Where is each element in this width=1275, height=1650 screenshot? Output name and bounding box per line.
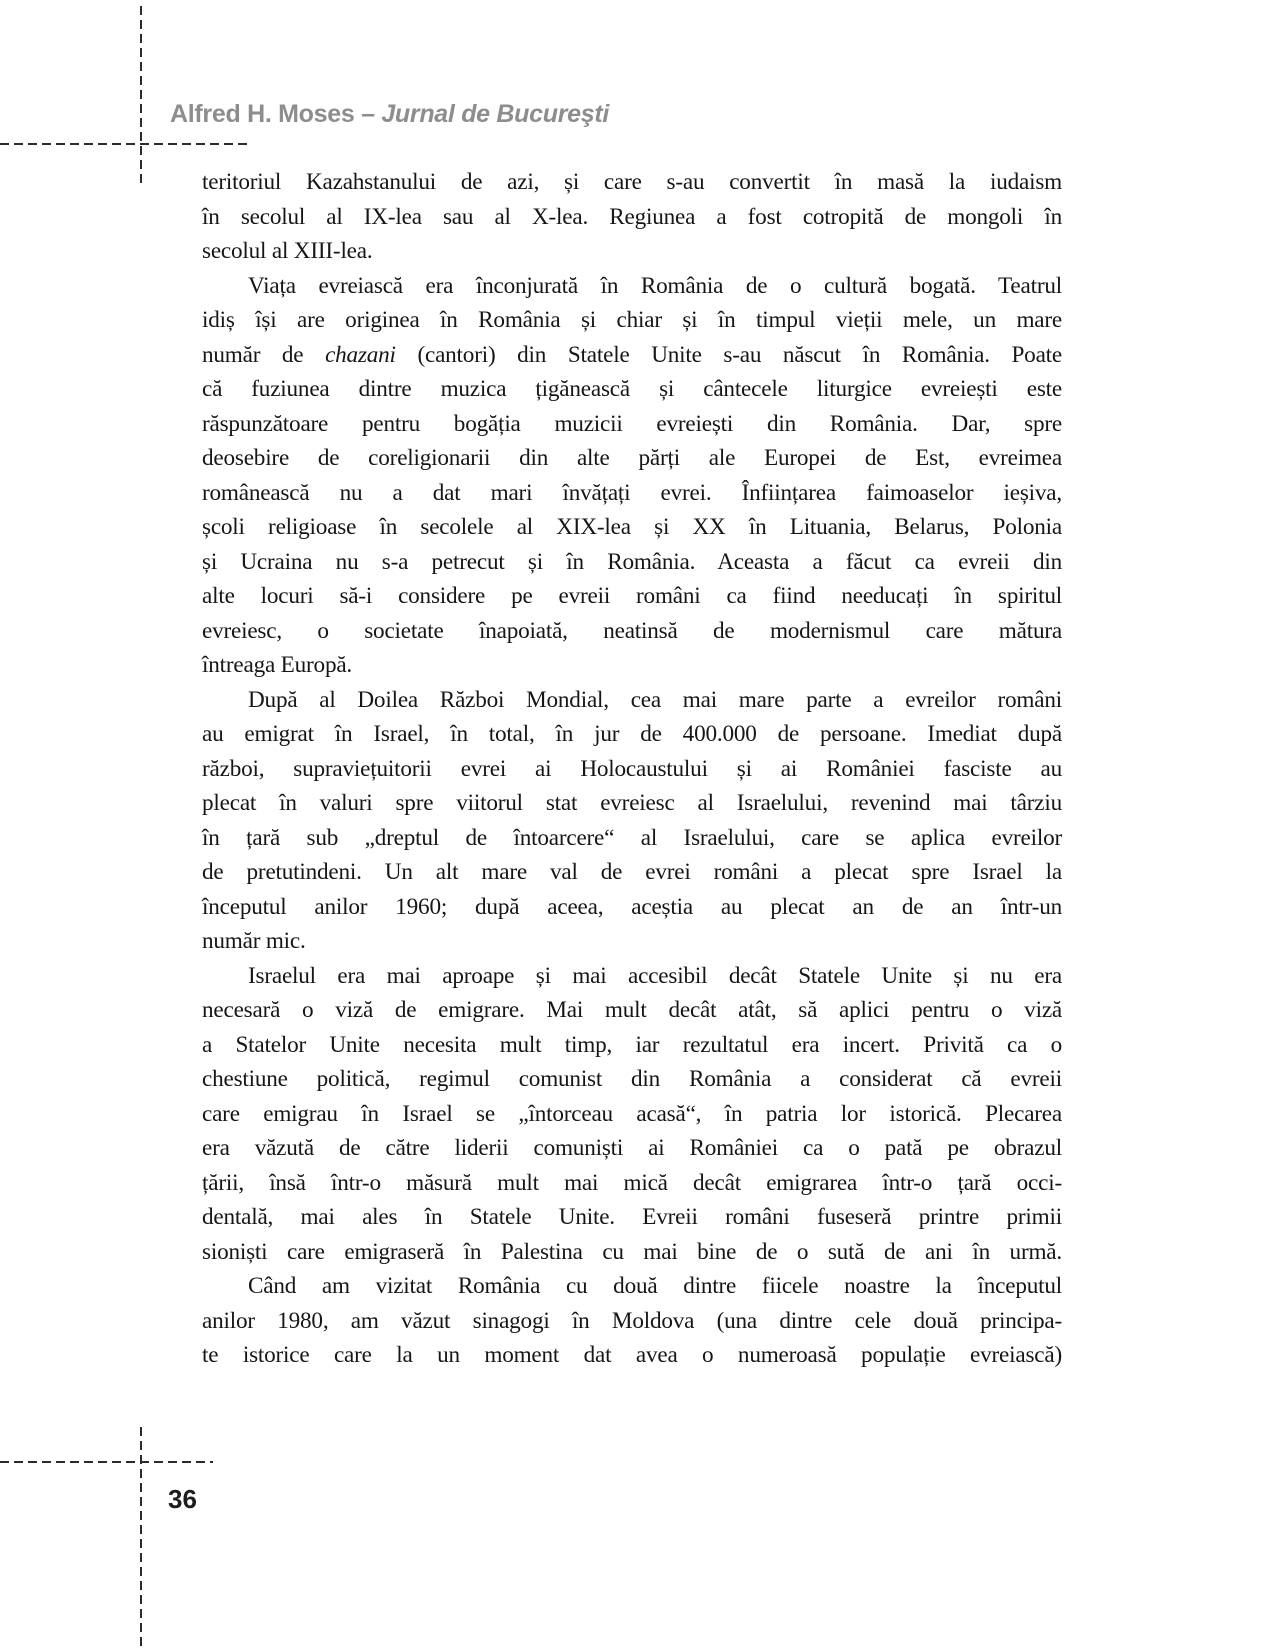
text-line: număr de chazani (cantori) din Statele Unite s-au născut în România. Poate [202, 341, 1062, 368]
crop-mark-vertical-top [140, 6, 142, 186]
text-line: românească nu a dat mari învățați evrei. Înființarea faimoaselor ieșiva, [202, 479, 1062, 506]
text-line: care emigrau în Israel se „întorceau acasă“, în patria lor istorică. Plecarea [202, 1100, 1062, 1127]
text-line: te istorice care la un moment dat avea o numeroasă populație evreiască) [202, 1342, 1062, 1368]
text-line: sioniști care emigraseră în Palestina cu mai bine de o sută de ani în urmă. [202, 1238, 1062, 1265]
running-head-author: Alfred H. Moses – [170, 100, 382, 128]
text-line: a Statelor Unite necesita mult timp, iar rezultatul era incert. Privită ca o [202, 1031, 1062, 1058]
text-line: în țară sub „dreptul de întoarcere“ al Israelului, care se aplica evreilor [202, 824, 1062, 851]
text-line: Viața evreiască era înconjurată în România de o cultură bogată. Teatrul [248, 272, 1062, 299]
text-line: idiș își are originea în România și chiar și în timpul vieții mele, un mare [202, 307, 1062, 333]
text-line: După al Doilea Război Mondial, cea mai mare parte a evreilor români [248, 686, 1062, 713]
text-line: număr mic. [202, 928, 306, 954]
crop-mark-horizontal-top [0, 143, 250, 145]
text-line: țării, însă într-o măsură mult mai mică decât emigrarea într-o țară occi- [202, 1169, 1062, 1196]
text-line: și Ucraina nu s-a petrecut și în România. Aceasta a făcut ca evreii din [202, 548, 1062, 575]
text-line: anilor 1980, am văzut sinagogi în Moldova (una dintre cele două principa- [202, 1307, 1062, 1334]
text-line: secolul al XIII-lea. [202, 238, 373, 264]
text-line: Când am vizitat România cu două dintre fiicele noastre la începutul [248, 1273, 1062, 1299]
text-line: că fuziunea dintre muzica țigănească și cântecele liturgice evreiești este [202, 376, 1062, 402]
running-head-book-title: Jurnal de Bucureşti [381, 100, 610, 128]
text-line: începutul anilor 1960; după aceea, aceștia au plecat an de an într-un [202, 893, 1062, 920]
text-line: plecat în valuri spre viitorul stat evreiesc al Israelului, revenind mai târziu [202, 790, 1062, 816]
running-head [170, 100, 609, 129]
text-line: Israelul era mai aproape și mai accesibil decât Statele Unite și nu era [248, 962, 1062, 989]
body-text [202, 165, 1062, 1373]
text-line: necesară o viză de emigrare. Mai mult decât atât, să aplici pentru o viză [202, 997, 1062, 1023]
text-line: de pretutindeni. Un alt mare val de evrei români a plecat spre Israel la [202, 859, 1062, 885]
text-line: alte locuri să-i considere pe evreii români ca fiind needucați în spiritul [202, 583, 1062, 609]
text-line: întreaga Europă. [202, 652, 353, 678]
page-number: 36 [168, 1484, 197, 1514]
text-line: răspunzătoare pentru bogăția muzicii evreiești din România. Dar, spre [202, 410, 1062, 437]
text-line: evreiesc, o societate înapoiată, neatinsă de modernismul care mătura [202, 617, 1062, 644]
text-line: chestiune politică, regimul comunist din România a considerat că evreii [202, 1066, 1062, 1092]
text-line: deosebire de coreligionarii din alte părți ale Europei de Est, evreimea [202, 445, 1062, 471]
crop-mark-horizontal-bottom [0, 1461, 213, 1463]
text-line: război, supraviețuitorii evrei ai Holocaustului și ai României fasciste au [202, 755, 1062, 782]
text-line: era văzută de către liderii comuniști ai României ca o pată pe obrazul [202, 1135, 1062, 1161]
text-line: au emigrat în Israel, în total, în jur de 400.000 de persoane. Imediat după [202, 721, 1062, 747]
text-line: teritoriul Kazahstanului de azi, și care s-au convertit în masă la iudaism [202, 169, 1062, 195]
text-line: școli religioase în secolele al XIX-lea și XX în Lituania, Belarus, Polonia [202, 514, 1062, 540]
text-line: dentală, mai ales în Statele Unite. Evreii români fuseseră printre primii [202, 1204, 1062, 1230]
text-line: în secolul al IX-lea sau al X-lea. Regiunea a fost cotropită de mongoli în [202, 203, 1062, 230]
